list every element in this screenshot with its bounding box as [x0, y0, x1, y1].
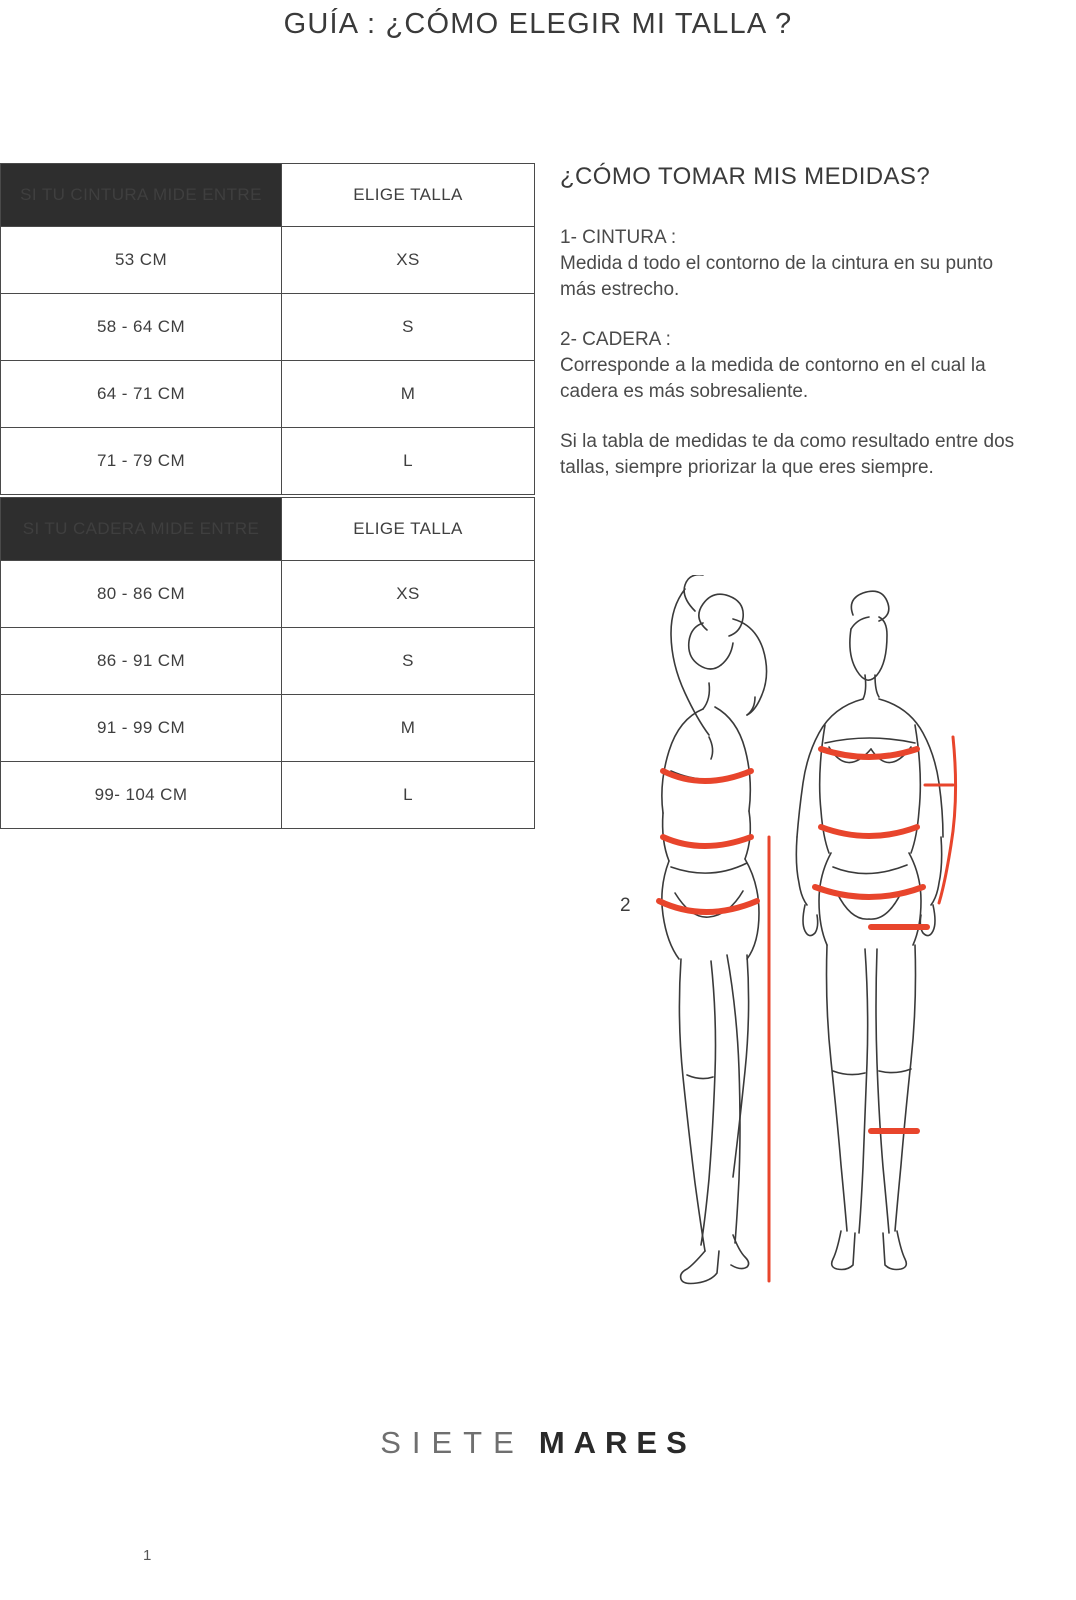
size-table-waist — [0, 163, 535, 495]
waist-range-0: 53 CM — [1, 227, 282, 294]
hip-size-2: M — [282, 695, 535, 762]
hip-size-3: L — [282, 762, 535, 829]
waist-range-2: 64 - 71 CM — [1, 361, 282, 428]
table-header-size: ELIGE TALLA — [282, 164, 535, 227]
instruction-body-waist: Medida d todo el contorno de la cintura en su punto más estrecho. — [560, 253, 994, 300]
waist-size-0: XS — [282, 227, 535, 294]
table-header-range: SI TU CADERA MIDE ENTRE — [1, 498, 282, 561]
brand-part-two: MARES — [538, 1425, 696, 1460]
table-header-row — [1, 498, 535, 561]
hip-size-1: S — [282, 628, 535, 695]
table-row — [1, 294, 535, 361]
figures-svg — [575, 575, 1005, 1355]
instruction-lead-waist: 1- CINTURA : — [560, 227, 677, 248]
table-header-row — [1, 164, 535, 227]
waist-size-1: S — [282, 294, 535, 361]
table-header-range: SI TU CINTURA MIDE ENTRE — [1, 164, 282, 227]
hip-range-2: 91 - 99 CM — [1, 695, 282, 762]
waist-range-3: 71 - 79 CM — [1, 428, 282, 495]
table-row — [1, 227, 535, 294]
instructions-title: ¿CÓMO TOMAR MIS MEDIDAS? — [560, 163, 931, 190]
marker-label-2: 2 — [620, 895, 631, 916]
hip-range-1: 86 - 91 CM — [1, 628, 282, 695]
instruction-item-waist — [560, 225, 1030, 303]
hip-range-0: 80 - 86 CM — [1, 561, 282, 628]
table-row — [1, 561, 535, 628]
page-number: 1 — [143, 1547, 152, 1564]
figure-side-view — [662, 575, 767, 1284]
table-row — [1, 361, 535, 428]
table-row — [1, 628, 535, 695]
waist-range-1: 58 - 64 CM — [1, 294, 282, 361]
instruction-item-hip — [560, 327, 1030, 405]
brand-logo — [0, 1425, 1076, 1461]
table-header-size: ELIGE TALLA — [282, 498, 535, 561]
figure-front-view — [796, 591, 943, 1269]
page-title: GUÍA : ¿CÓMO ELEGIR MI TALLA ? — [283, 8, 793, 40]
hip-size-0: XS — [282, 561, 535, 628]
table-row — [1, 428, 535, 495]
table-row — [1, 762, 535, 829]
size-table-hip — [0, 497, 535, 829]
instruction-lead-hip: 2- CADERA : — [560, 329, 671, 350]
table-row — [1, 695, 535, 762]
brand-part-one: SIETE — [380, 1425, 525, 1460]
waist-size-2: M — [282, 361, 535, 428]
waist-size-3: L — [282, 428, 535, 495]
instruction-note: Si la tabla de medidas te da como resultado entre dos tallas, siempre priorizar la que eres siempre. — [560, 431, 1015, 478]
instruction-body-hip: Corresponde a la medida de contorno en el cual la cadera es más sobresaliente. — [560, 355, 986, 402]
instructions-panel — [560, 163, 1030, 505]
measurement-illustration — [575, 575, 1005, 1355]
hip-range-3: 99- 104 CM — [1, 762, 282, 829]
